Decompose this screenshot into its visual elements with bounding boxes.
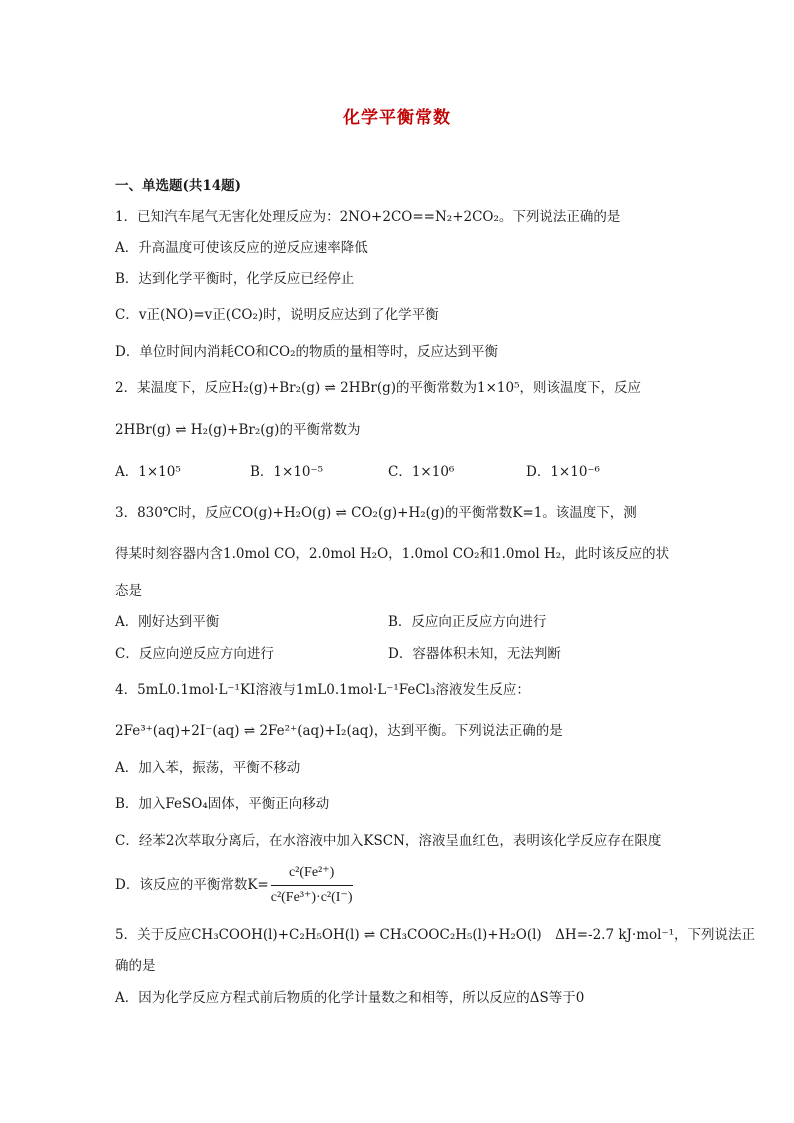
fraction-numerator: c²(Fe²⁺) — [271, 862, 353, 886]
q4-stem-line2: 2Fe³⁺(aq)+2I⁻(aq) ⇌ 2Fe²⁺(aq)+I₂(aq)，达到平衡。下列说法正确的是 — [115, 723, 563, 739]
q5-stem-line2: 确的是 — [115, 958, 156, 974]
q3-option-b: B．反应向正反应方向进行 — [388, 614, 547, 630]
q1-stem: 1．已知汽车尾气无害化处理反应为：2NO+2CO==N₂+2CO₂。下列说法正确的是 — [115, 209, 621, 225]
q1-option-a: A．升高温度可使该反应的逆反应速率降低 — [115, 240, 368, 256]
q5-option-a: A．因为化学反应方程式前后物质的化学计量数之和相等，所以反应的ΔS等于0 — [115, 990, 585, 1006]
equilibrium-constant-fraction — [271, 862, 353, 909]
q4-option-d — [115, 862, 353, 909]
q2-option-a: A．1×10⁵ — [115, 464, 181, 480]
q5-stem-line1: 5．关于反应CH₃COOH(l)+C₂H₅OH(l) ⇌ CH₃COOC₂H₅(l)+H₂O(l) ΔH=-2.7 kJ·mol⁻¹，下列说法正 — [115, 927, 756, 943]
q2-stem-line1: 2．某温度下，反应H₂(g)+Br₂(g) ⇌ 2HBr(g)的平衡常数为1×10⁵，则该温度下，反应 — [115, 380, 642, 396]
fraction-denominator: c²(Fe³⁺)·c²(I⁻) — [270, 890, 353, 905]
page-title: 化学平衡常数 — [343, 108, 451, 128]
q3-stem-line3: 态是 — [115, 583, 142, 599]
q2-option-c: C．1×10⁶ — [388, 464, 455, 480]
q2-option-d: D．1×10⁻⁶ — [526, 464, 600, 480]
q4-stem-line1: 4．5mL0.1mol·L⁻¹KI溶液与1mL0.1mol·L⁻¹FeCl₃溶液发生反应： — [115, 682, 530, 698]
q4-option-a: A．加入苯，振荡，平衡不移动 — [115, 760, 301, 776]
q1-option-b: B．达到化学平衡时，化学反应已经停止 — [115, 271, 355, 287]
q3-stem-line1: 3．830℃时，反应CO(g)+H₂O(g) ⇌ CO₂(g)+H₂(g)的平衡常数K=1。该温度下，测 — [115, 505, 637, 521]
q1-option-d: D．单位时间内消耗CO和CO₂的物质的量相等时，反应达到平衡 — [115, 344, 499, 360]
q2-option-b: B．1×10⁻⁵ — [250, 464, 324, 480]
q4-option-c: C．经苯2次萃取分离后，在水溶液中加入KSCN，溶液呈血红色，表明该化学反应存在限度 — [115, 833, 662, 849]
q3-option-d: D．容器体积未知，无法判断 — [388, 646, 561, 662]
q4-option-b: B．加入FeSO₄固体，平衡正向移动 — [115, 796, 330, 812]
q2-stem-line2: 2HBr(g) ⇌ H₂(g)+Br₂(g)的平衡常数为 — [115, 422, 361, 438]
q3-option-a: A．刚好达到平衡 — [115, 614, 220, 630]
q3-stem-line2: 得某时刻容器内含1.0mol CO，2.0mol H₂O，1.0mol CO₂和1.0mol H₂，此时该反应的状 — [115, 546, 670, 562]
q3-option-c: C．反应向逆反应方向进行 — [115, 646, 274, 662]
section-heading: 一、单选题(共14题) — [115, 178, 242, 194]
q4-option-d-prefix: D．该反应的平衡常数K= — [115, 877, 269, 893]
q1-option-c: C．v正(NO)=v正(CO₂)时，说明反应达到了化学平衡 — [115, 307, 439, 323]
